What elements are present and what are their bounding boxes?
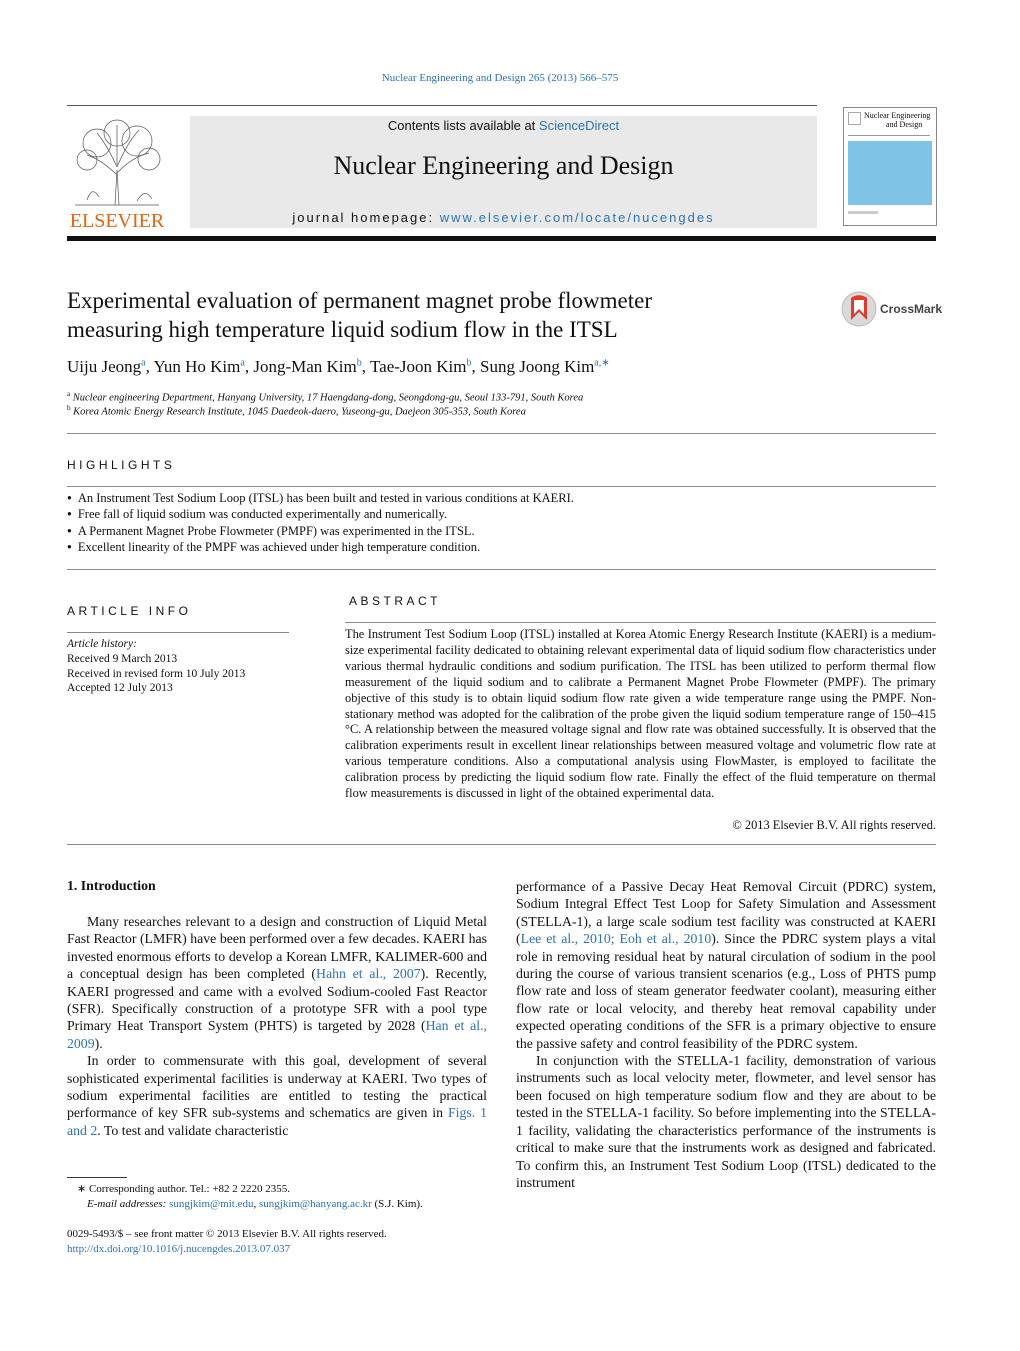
- citation-link[interactable]: Hahn et al., 2007: [316, 966, 421, 982]
- highlight-item: ● An Instrument Test Sodium Loop (ITSL) has been built and tested in various conditions at KAERI.: [67, 490, 936, 506]
- affiliation-mark: a: [67, 390, 71, 398]
- text-run: ). Since the PDRC system plays a vital role in removing residual heat by natural circulation of sodium in the pool during the course of various transient scenarios (e.g., Loss of PHTS pump flow rate and loss of steam generator feedwater coolant), measuring either flow rate or local velocity, and thereby heat removal capability under expected operating conditions of the SFR is a primary objective to ensure the passive safety and control feasibility of the PDRC system.: [516, 931, 936, 1051]
- author-list: Uiju Jeong$^a$, Yun Ho Kim$^a$, Jong-Man Kim$^b$, Tae-Joon Kim$^b$, Sung Joong Kim$^{a,∗}$: [67, 357, 610, 376]
- cover-title-line-1: Nuclear Engineering: [864, 111, 931, 120]
- text-run: Many researches relevant to a design and construction of Liquid Metal Fast Reactor (LMFR) have been performed over a few decades. KAERI has invested enormous efforts to develop a Korean LMFR, KALIMER-600 and a conceptual design has been completed (: [67, 914, 487, 982]
- article-title-line-1: Experimental evaluation of permanent magnet probe flowmeter: [67, 288, 652, 313]
- paragraph: [516, 878, 936, 1052]
- paragraph: [67, 1052, 487, 1139]
- text-run: In order to commensurate with this goal, development of several sophisticated experimental facilities is underway at KAERI. Two types of sodium experimental facilities are entitled to testing the practical performance of key SFR sub-systems and schematics are given in: [67, 1053, 487, 1121]
- email-separator: ,: [253, 1198, 259, 1210]
- citation-link[interactable]: Lee et al., 2010; Eoh et al., 2010: [520, 931, 712, 947]
- history-label: Article history:: [67, 638, 137, 650]
- received-date: Received 9 March 2013: [67, 652, 178, 665]
- author-affiliation-mark[interactable]: b: [356, 357, 362, 369]
- body-column-left: [67, 913, 487, 1139]
- cover-title-line-2: and Design: [886, 120, 923, 129]
- citation-link[interactable]: Han et al., 2009: [67, 1018, 487, 1051]
- author-affiliation-mark[interactable]: b: [466, 357, 472, 369]
- body-column-right: [516, 878, 936, 1191]
- text-run: performance of a Passive Decay Heat Removal Circuit (PDRC) system, Sodium Integral Effect Test Loop for Safety Simulation and Assessment (STELLA-1), a large scale sodium test facility was constructed at KAERI (: [516, 879, 936, 947]
- author-affiliation-mark[interactable]: a,∗: [594, 357, 610, 369]
- issn-line: 0029-5493/$ – see front matter © 2013 Elsevier B.V. All rights reserved.: [67, 1228, 387, 1240]
- section-heading-introduction: 1. Introduction: [67, 878, 156, 893]
- figure-link[interactable]: Figs. 1 and 2: [67, 1105, 487, 1138]
- article-title: [67, 286, 807, 344]
- author-name: Tae-Joon Kim: [369, 357, 467, 376]
- contents-available-line: [190, 118, 817, 133]
- email-label: E-mail addresses:: [87, 1198, 170, 1210]
- journal-cover-thumbnail[interactable]: [843, 107, 937, 226]
- revised-date: Received in revised form 10 July 2013: [67, 667, 246, 680]
- contents-prefix: Contents lists available at: [387, 118, 539, 133]
- affiliation-a: [67, 390, 583, 404]
- article-info-heading: ARTICLE INFO: [67, 604, 192, 618]
- highlight-item: ● Excellent linearity of the PMPF was achieved under high temperature condition.: [67, 539, 936, 555]
- email-link[interactable]: sungjkim@hanyang.ac.kr: [258, 1198, 372, 1210]
- author-name: Uiju Jeong: [67, 357, 142, 376]
- author-name: Yun Ho Kim: [153, 357, 241, 376]
- text-run: ). Recently, KAERI progressed and came with a evolved Sodium-cooled Fast Reactor (SFR). Specifically construction of a prototype SFR with a pool type Primary Heat Transport System (PHTS) is targeted by 2028 (: [67, 966, 487, 1034]
- corresponding-author-note: ∗ Corresponding author. Tel.: +82 2 2220 2355.: [77, 1183, 291, 1195]
- accepted-date: Accepted 12 July 2013: [67, 682, 173, 695]
- front-matter: [67, 1227, 487, 1256]
- affiliation-text: Korea Atomic Energy Research Institute, 1045 Daedeok-daero, Yuseong-gu, Daejeon 305-353, South Korea: [73, 406, 526, 418]
- highlights-heading: HIGHLIGHTS: [67, 458, 176, 472]
- cover-footer-mark: [848, 211, 878, 214]
- crossmark-badge[interactable]: [840, 290, 943, 330]
- abstract-heading: ABSTRACT: [349, 594, 442, 608]
- crossmark-icon: [840, 290, 878, 328]
- sciencedirect-link[interactable]: ScienceDirect: [538, 118, 620, 133]
- divider: [67, 486, 936, 487]
- divider: [67, 569, 936, 570]
- highlights-list: [67, 490, 936, 555]
- author-name: Sung Joong Kim: [480, 357, 595, 376]
- elsevier-tree-logo: [67, 115, 167, 230]
- journal-homepage-line: [190, 210, 817, 225]
- paragraph: [67, 913, 487, 1052]
- divider: [67, 844, 936, 845]
- footnotes: [67, 1182, 487, 1212]
- cover-image-panel: [848, 141, 932, 205]
- author-affiliation-mark[interactable]: a: [240, 357, 245, 369]
- paragraph: In conjunction with the STELLA-1 facility, demonstration of various instruments such as local velocity meter, flowmeter, and level sensor has been focused on high temperature sodium flow and they are about to be tested in the STELLA-1 facility. So before implementing into the STELLA-1 facility, validating the characteristics performance of the instruments is critical to make sure that the instruments work as designed and fabricated. To confirm this, an Instrument Test Sodium Loop (ITSL) dedicated to the instrument: [516, 1053, 936, 1190]
- journal-reference[interactable]: Nuclear Engineering and Design 265 (2013) 566–575: [381, 72, 619, 84]
- header-thick-rule: [67, 236, 936, 241]
- doi-link[interactable]: http://dx.doi.org/10.1016/j.nucengdes.2013.07.037: [67, 1242, 291, 1255]
- abstract-text: The Instrument Test Sodium Loop (ITSL) installed at Korea Atomic Energy Research Institute (KAERI) is a medium-size experimental facility dedicated to obtaining relevant experimental data of liquid sodium flow characteristics under various thermal hydraulic conditions and sodium purification. The ITSL has been utilized to perform thermal flow measurement of the liquid sodium and to calibrate a Permanent Magnet Probe Flowmeter (PMPF). The primary objective of this study is to obtain liquid sodium flow rate given a wide temperature range using the PMPF. Non-stationary method was adopted for the calibration of the probe given the liquid sodium temperature range of 150–415 °C. A relationship between the measured voltage signal and flow rate was obtained successfully. It is observed that the calibration experiments result in excellent linear relationships between measured voltage and volumetric flow rate at various temperature conditions. Also a computational analysis using FlowMaster, is employed to facilitate the calibration process by predicting the liquid sodium flow rate. Finally the effect of the fluid temperature on thermal flow measurements is discussed in light of the obtained experimental data.: [345, 627, 936, 801]
- crossmark-label: CrossMark: [880, 302, 943, 316]
- abstract-copyright: © 2013 Elsevier B.V. All rights reserved.: [732, 818, 936, 832]
- divider: [67, 433, 936, 434]
- text-run: . To test and validate characteristic: [97, 1122, 289, 1138]
- homepage-prefix: journal homepage:: [292, 210, 440, 225]
- affiliation-mark: b: [67, 404, 71, 412]
- cover-rule: [848, 135, 930, 136]
- highlight-item: ● Free fall of liquid sodium was conducted experimentally and numerically.: [67, 506, 936, 522]
- email-addresses: [67, 1197, 487, 1212]
- homepage-link[interactable]: www.elsevier.com/locate/nucengdes: [439, 210, 715, 225]
- divider: [67, 632, 289, 633]
- affiliation-text: Nuclear engineering Department, Hanyang University, 17 Haengdang-dong, Seongdong-gu, Seoul 133-791, South Korea: [72, 392, 584, 404]
- email-link[interactable]: sungjkim@mit.edu: [169, 1198, 254, 1210]
- author-affiliation-mark[interactable]: a: [141, 357, 146, 369]
- footnote-rule: [67, 1177, 127, 1178]
- header-rule: [67, 105, 817, 106]
- elsevier-wordmark: ELSEVIER: [69, 210, 165, 230]
- article-history: [67, 637, 297, 696]
- affiliation-b: [67, 404, 526, 418]
- text-run: ).: [94, 1035, 103, 1051]
- cover-logo-icon: [848, 112, 861, 125]
- highlight-item: ● A Permanent Magnet Probe Flowmeter (PMPF) was experimented in the ITSL.: [67, 523, 936, 539]
- journal-title: Nuclear Engineering and Design: [333, 151, 674, 180]
- divider: [345, 622, 936, 623]
- author-name: Jong-Man Kim: [253, 357, 357, 376]
- cover-title: [864, 111, 930, 129]
- article-title-line-2: measuring high temperature liquid sodium flow in the ITSL: [67, 317, 618, 342]
- email-tail: (S.J. Kim).: [371, 1198, 423, 1210]
